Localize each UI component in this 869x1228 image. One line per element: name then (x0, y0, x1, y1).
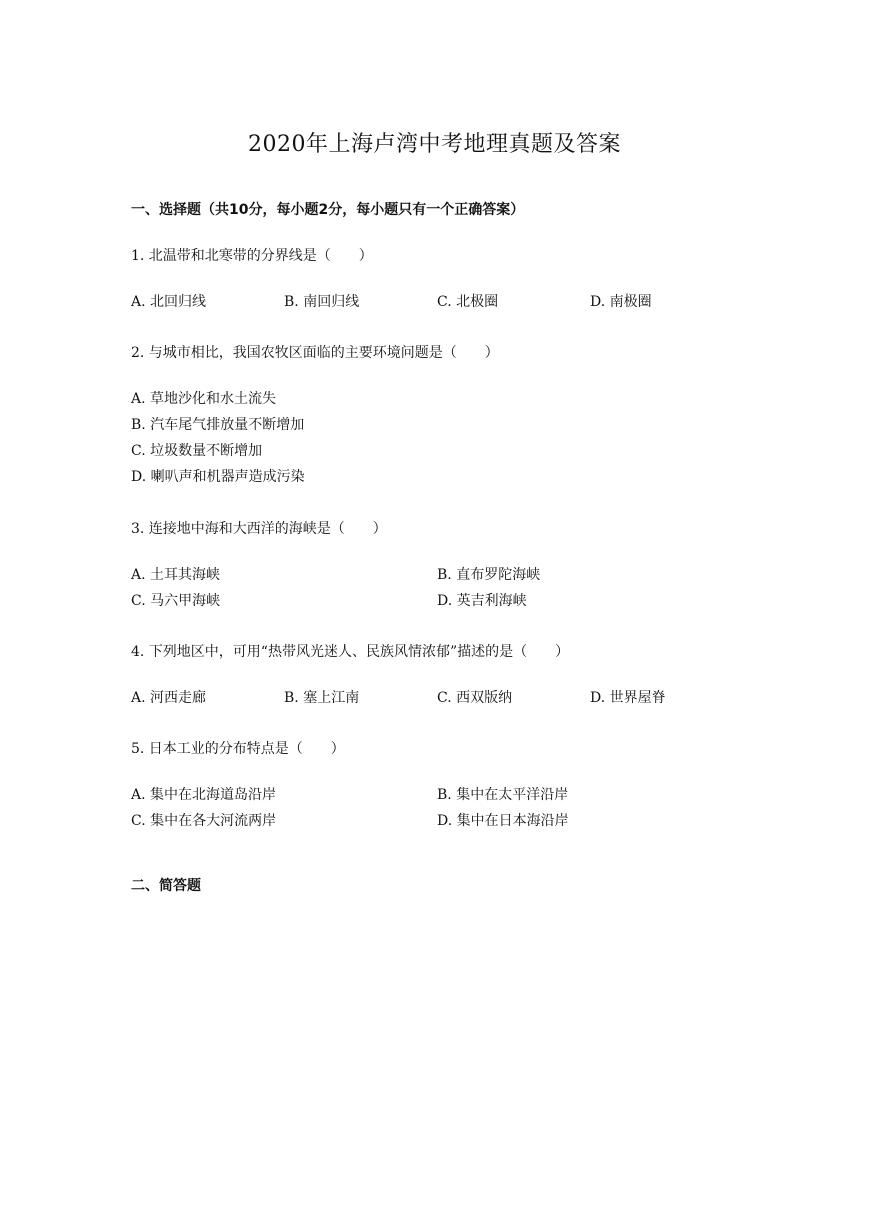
question-3-option-b: B. 直布罗陀海峡 (437, 567, 541, 583)
question-3-option-d: D. 英吉利海峡 (437, 593, 527, 609)
question-2-option-b: B. 汽车尾气排放量不断增加 (131, 417, 305, 433)
question-3-option-a: A. 土耳其海峡 (131, 567, 221, 583)
question-4-option-d: D. 世界屋脊 (590, 690, 666, 706)
question-5-option-b: B. 集中在太平洋沿岸 (437, 787, 569, 803)
question-4-option-a: A. 河西走廊 (131, 690, 207, 706)
question-1-option-d: D. 南极圈 (590, 294, 652, 310)
question-2-option-a: A. 草地沙化和水土流失 (131, 391, 277, 407)
question-1-stem: 1. 北温带和北寒带的分界线是（ ） (131, 248, 373, 264)
question-2-stem: 2. 与城市相比，我国农牧区面临的主要环境问题是（ ） (131, 345, 499, 361)
question-3-stem: 3. 连接地中海和大西洋的海峡是（ ） (131, 521, 387, 537)
question-2-option-c: C. 垃圾数量不断增加 (131, 443, 263, 459)
document-title: 2020年上海卢湾中考地理真题及答案 (248, 132, 621, 157)
question-2-option-d: D. 喇叭声和机器声造成污染 (131, 469, 305, 485)
question-1-option-a: A. 北回归线 (131, 294, 207, 310)
section-heading-choice: 一、选择题（共10分，每小题2分，每小题只有一个正确答案） (131, 202, 525, 218)
question-4-stem: 4. 下列地区中，可用“热带风光迷人、民族风情浓郁”描述的是（ ） (131, 644, 570, 660)
question-4-option-c: C. 西双版纳 (437, 690, 513, 706)
question-5-option-c: C. 集中在各大河流两岸 (131, 813, 277, 829)
question-5-option-d: D. 集中在日本海沿岸 (437, 813, 569, 829)
question-3-option-c: C. 马六甲海峡 (131, 593, 221, 609)
question-5-option-a: A. 集中在北海道岛沿岸 (131, 787, 277, 803)
section-heading-short-answer: 二、简答题 (131, 878, 201, 894)
question-4-option-b: B. 塞上江南 (284, 690, 360, 706)
question-1-option-b: B. 南回归线 (284, 294, 360, 310)
question-1-option-c: C. 北极圈 (437, 294, 499, 310)
question-5-stem: 5. 日本工业的分布特点是（ ） (131, 741, 345, 757)
